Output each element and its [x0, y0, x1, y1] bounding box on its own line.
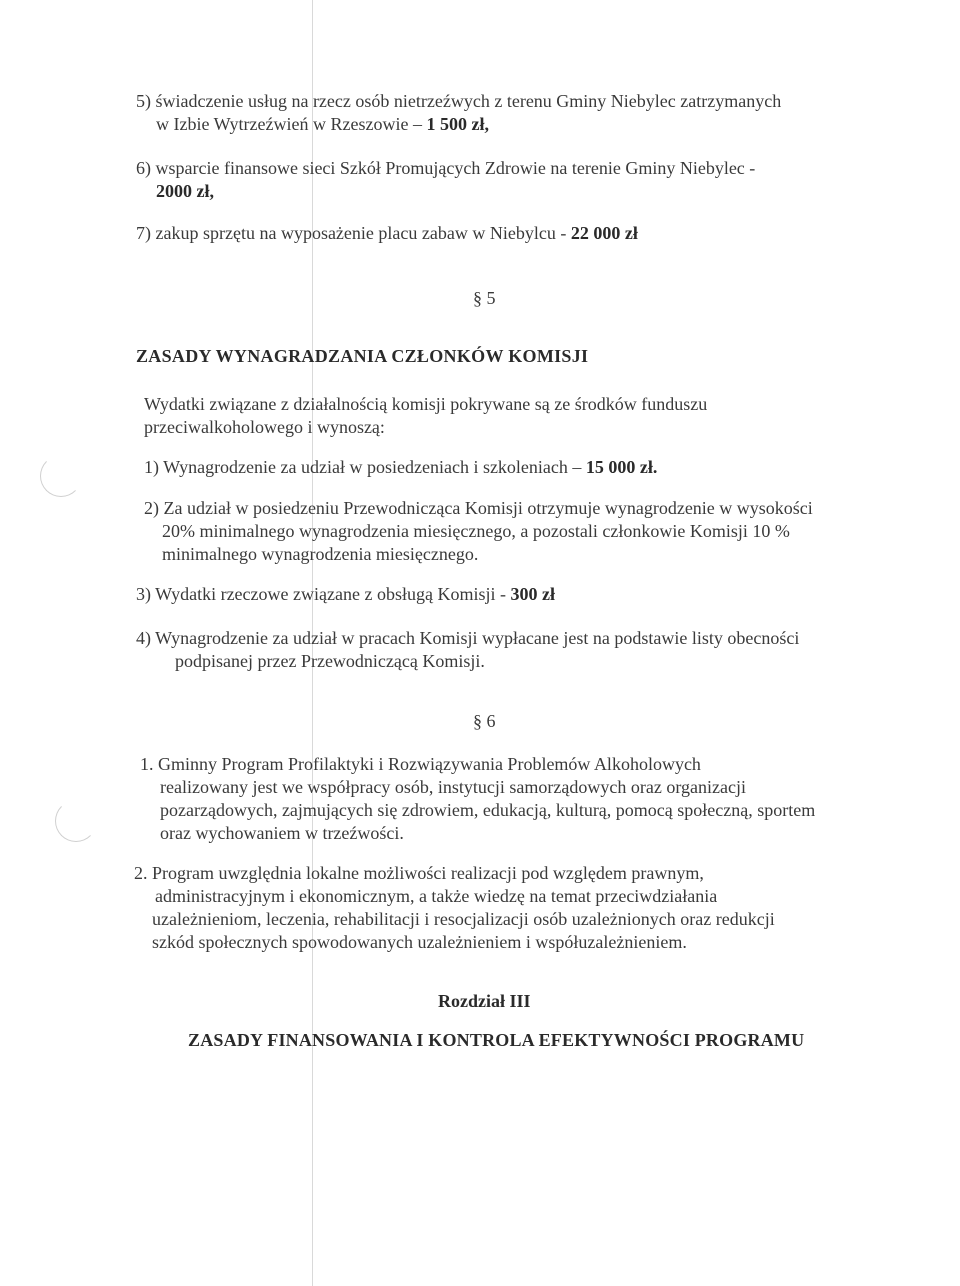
item-6-amount: 2000 zł,: [156, 181, 214, 201]
section-5-item-3: [136, 583, 555, 605]
punch-hole-mark: [55, 800, 97, 842]
item-5-line-1: 5) świadczenie usług na rzecz osób nietrzeźwych z terenu Gminy Niebylec zatrzymanych: [136, 91, 782, 111]
section-5-item-1-text: 1) Wynagrodzenie za udział w posiedzeniach i szkoleniach –: [144, 457, 586, 477]
item-6-line-1: 6) wsparcie finansowe sieci Szkół Promujących Zdrowie na terenie Gminy Niebylec -: [136, 158, 756, 178]
item-5-text: w Izbie Wytrzeźwień w Rzeszowie –: [156, 114, 427, 134]
section-5-item-3-text: 3) Wydatki rzeczowe związane z obsługą Komisji -: [136, 584, 511, 604]
section-5-intro-line-2: przeciwalkoholowego i wynoszą:: [144, 417, 385, 437]
section-5-intro-line-1: Wydatki związane z działalnością komisji pokrywane są ze środków funduszu: [144, 394, 708, 414]
item-7-text: 7) zakup sprzętu na wyposażenie placu zabaw w Niebylcu -: [136, 223, 571, 243]
section-6-symbol: § 6: [473, 711, 496, 731]
section-6-p2-line-4: szkód społecznych spowodowanych uzależnieniem i współuzależnieniem.: [152, 932, 687, 952]
section-5-item-3-amount: 300 zł: [510, 584, 555, 604]
item-5-line-2: [156, 113, 489, 135]
section-6-p1-line-2: realizowany jest we współpracy osób, instytucji samorządowych oraz organizacji: [160, 777, 746, 797]
item-7-amount: 22 000 zł: [570, 223, 638, 243]
section-6-p1-line-4: oraz wychowaniem w trzeźwości.: [160, 823, 404, 843]
item-5-amount: 1 500 zł,: [426, 114, 489, 134]
chapter-heading: ZASADY FINANSOWANIA I KONTROLA EFEKTYWNOŚCI PROGRAMU: [188, 1030, 805, 1050]
section-5-item-2-line-2: 20% minimalnego wynagrodzenia miesięcznego, a pozostali członkowie Komisji 10 %: [162, 521, 790, 541]
section-6-p2-line-1: 2. Program uwzględnia lokalne możliwości realizacji pod względem prawnym,: [134, 863, 704, 883]
item-7-line: [136, 222, 638, 244]
section-5-item-4-line-2: podpisanej przez Przewodniczącą Komisji.: [175, 651, 485, 671]
punch-hole-mark: [40, 455, 82, 497]
section-5-item-2-line-1: 2) Za udział w posiedzeniu Przewodnicząca Komisji otrzymuje wynagrodzenie w wysokości: [144, 498, 813, 518]
section-5-item-1-amount: 15 000 zł.: [585, 457, 658, 477]
chapter-title: Rozdział III: [438, 991, 531, 1011]
section-5-item-2-line-3: minimalnego wynagrodzenia miesięcznego.: [162, 544, 479, 564]
section-5-heading: ZASADY WYNAGRADZANIA CZŁONKÓW KOMISJI: [136, 346, 589, 366]
section-6-p1-line-1: 1. Gminny Program Profilaktyki i Rozwiązywania Problemów Alkoholowych: [140, 754, 701, 774]
section-6-p1-line-3: pozarządowych, zajmujących się zdrowiem, edukacją, kulturą, pomocą społeczną, sportem: [160, 800, 816, 820]
section-5-item-4-line-1: 4) Wynagrodzenie za udział w pracach Komisji wypłacane jest na podstawie listy obecności: [136, 628, 800, 648]
section-5-symbol: § 5: [473, 288, 496, 308]
section-6-p2-line-2: administracyjnym i ekonomicznym, a także wiedzę na temat przeciwdziałania: [155, 886, 718, 906]
section-5-item-1: [144, 456, 657, 478]
section-6-p2-line-3: uzależnieniom, leczenia, rehabilitacji i resocjalizacji osób uzależnionych oraz redukcji: [152, 909, 775, 929]
